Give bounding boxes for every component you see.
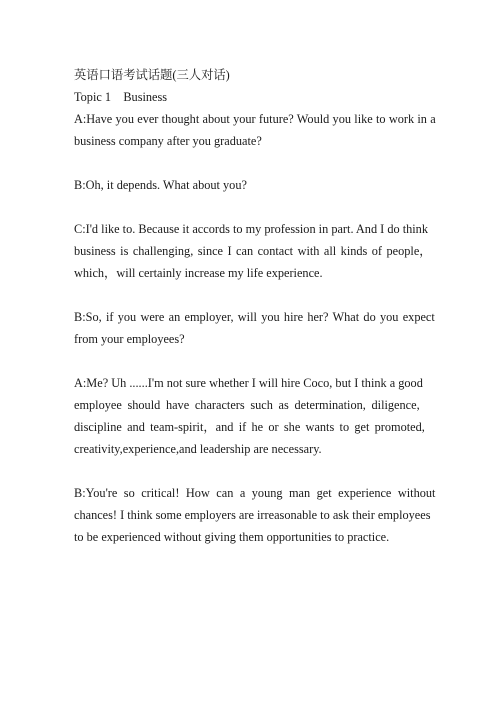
paragraph-line: to be experienced without giving them opportunities to practice. — [74, 530, 390, 544]
dialogue-paragraph-1 — [74, 108, 436, 152]
dialogue-paragraph-2 — [74, 174, 424, 196]
paragraph-line: from your employees? — [74, 332, 185, 346]
document-title: 英语口语考试话题(三人对话) — [74, 68, 230, 82]
paragraph-line: business is challenging, since I can contact with all kinds of people， — [74, 244, 432, 258]
dialogue-paragraph-3 — [74, 218, 432, 284]
dialogue-paragraph-6 — [74, 482, 436, 548]
paragraph-line: discipline and team-spirit，and if he or she wants to get promoted, — [74, 420, 425, 434]
paragraph-line: which，will certainly increase my life experience. — [74, 266, 323, 280]
dialogue-paragraph-4 — [74, 306, 435, 350]
paragraph-line: B:Oh, it depends. What about you? — [74, 178, 247, 192]
paragraph-line: B:So, if you were an employer, will you hire her? What do you expect — [74, 310, 435, 324]
topic-heading: Topic 1 Business — [74, 90, 168, 104]
paragraph-line: chances! I think some employers are irreasonable to ask their employees — [74, 508, 431, 522]
paragraph-line: employee should have characters such as determination, diligence, — [74, 398, 420, 412]
paragraph-line: business company after you graduate? — [74, 134, 262, 148]
dialogue-paragraph-5 — [74, 372, 424, 460]
paragraph-line: C:I'd like to. Because it accords to my profession in part. And I do think — [74, 222, 428, 236]
paragraph-line: B:You're so critical! How can a young man get experience without — [74, 486, 436, 500]
document-body — [74, 64, 436, 570]
paragraph-line: A:Me? Uh ......I'm not sure whether I will hire Coco, but I think a good — [74, 376, 423, 390]
paragraph-line: creativity,experience,and leadership are necessary. — [74, 442, 322, 456]
paragraph-line: A:Have you ever thought about your future? Would you like to work in a — [74, 112, 436, 126]
